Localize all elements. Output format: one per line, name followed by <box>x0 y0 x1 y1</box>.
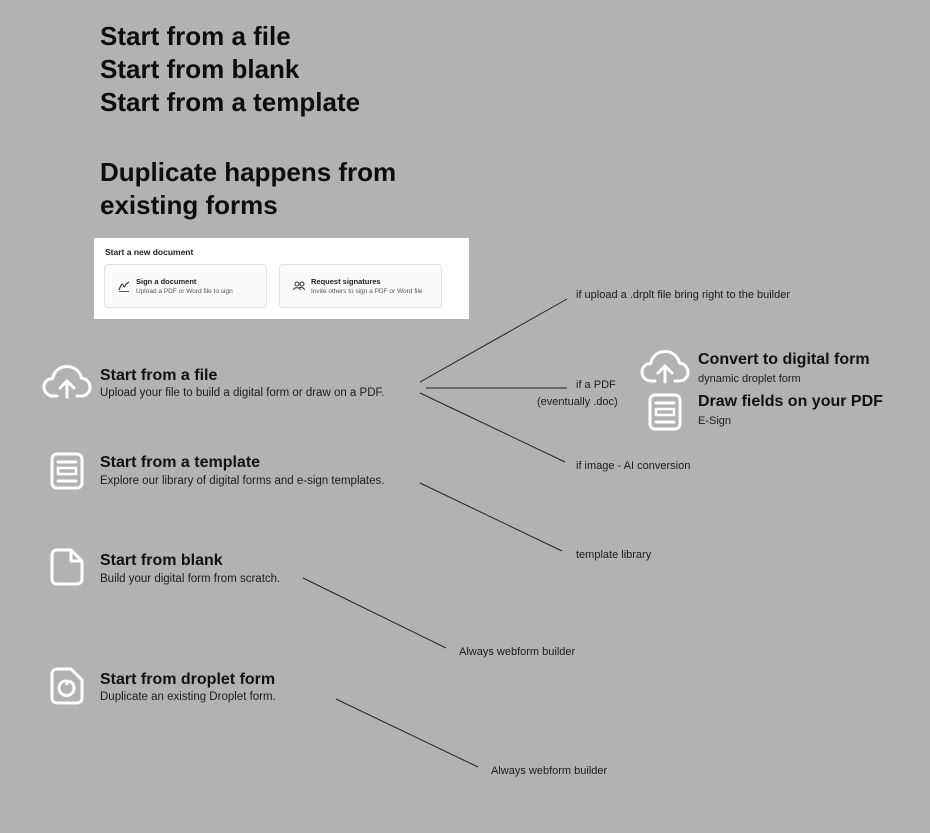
note-droplet-builder: Always webform builder <box>491 765 608 777</box>
sign-document-subtitle: Upload a PDF or Word file to sign <box>136 288 233 295</box>
start-from-template-subtitle: Explore our library of digital forms and e-sign templates. <box>100 475 385 487</box>
convert-digital-form-subtitle: dynamic droplet form <box>698 373 801 385</box>
sign-document-title: Sign a document <box>136 277 197 286</box>
start-from-droplet-title[interactable]: Start from droplet form <box>100 671 276 688</box>
note-pdf: if a PDF <box>576 379 616 391</box>
start-options-heading <box>100 20 360 119</box>
request-signatures-title: Request signatures <box>311 277 381 286</box>
blank-document-icon <box>50 548 84 586</box>
connector-droplet-to-builder <box>336 699 478 767</box>
duplicate-heading-line1: Duplicate happens from <box>100 157 397 187</box>
note-image-ai: if image - AI conversion <box>576 460 691 472</box>
template-icon <box>50 452 84 490</box>
draw-fields-subtitle: E-Sign <box>698 415 732 427</box>
duplicate-heading <box>100 156 396 222</box>
note-blank-builder: Always webform builder <box>459 646 576 658</box>
cloud-upload-icon <box>42 363 92 401</box>
request-signatures-option[interactable] <box>279 264 442 308</box>
convert-digital-form-title[interactable]: Convert to digital form <box>698 351 870 368</box>
draw-fields-title[interactable]: Draw fields on your PDF <box>698 393 883 410</box>
note-template-library: template library <box>576 549 652 561</box>
people-icon <box>292 279 306 293</box>
duplicate-heading-line2: existing forms <box>100 190 278 220</box>
card-title: Start a new document <box>105 247 194 257</box>
droplet-form-icon <box>50 667 84 705</box>
start-from-file-subtitle: Upload your file to build a digital form or draw on a PDF. <box>100 387 385 399</box>
start-new-document-card <box>94 238 469 319</box>
start-from-blank-subtitle: Build your digital form from scratch. <box>100 573 281 585</box>
heading-line-file: Start from a file <box>100 21 291 51</box>
connector-template-to-library <box>420 483 562 551</box>
convert-cloud-upload-icon <box>640 348 690 386</box>
heading-line-blank: Start from blank <box>100 54 300 84</box>
request-signatures-subtitle: Invite others to sign a PDF or Word file <box>311 288 423 295</box>
start-from-template-title[interactable]: Start from a template <box>100 454 261 471</box>
start-from-file-title[interactable]: Start from a file <box>100 367 218 384</box>
signature-icon <box>117 279 131 293</box>
note-drplt-file: if upload a .drplt file bring right to the builder <box>576 289 791 301</box>
note-pdf-doc: (eventually .doc) <box>537 396 618 408</box>
heading-line-template: Start from a template <box>100 87 361 117</box>
connector-blank-to-builder <box>303 578 446 648</box>
start-from-blank-title[interactable]: Start from blank <box>100 552 223 569</box>
draw-fields-template-icon <box>648 393 682 431</box>
sign-document-option[interactable] <box>104 264 267 308</box>
start-from-droplet-subtitle: Duplicate an existing Droplet form. <box>100 691 276 703</box>
